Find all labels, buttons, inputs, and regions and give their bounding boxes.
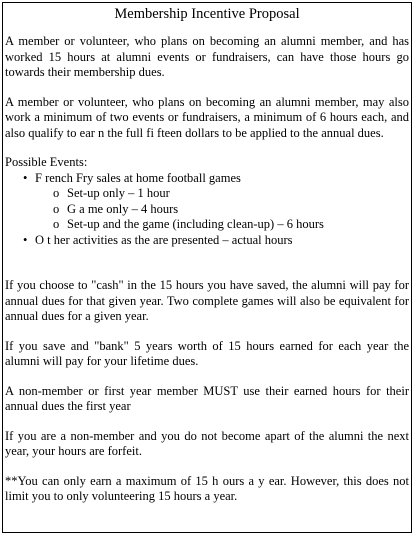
paragraph-first-year: A non-member or first year member MUST use their earned hours for their annual dues the first year xyxy=(5,383,409,413)
event-item-french-fry xyxy=(35,171,409,233)
sub-item-setup-only: o Set-up only – 1 hour xyxy=(67,186,409,202)
event-label: F rench Fry sales at home football games xyxy=(35,170,241,185)
paragraph-bank-hours: If you save and "bank" 5 years worth of 15 hours earned for each year the alumni will pay for your lifetime dues. xyxy=(5,338,409,368)
possible-events-label: Possible Events: xyxy=(5,155,88,169)
sub-item-game-only: o G a me only – 4 hours xyxy=(67,202,409,218)
sub-item-setup-and-game: o Set-up and the game (including clean-up) – 6 hours xyxy=(67,217,409,233)
paragraph-cash-in: If you choose to "cash" in the 15 hours you have saved, the alumni will pay for annual dues for that given year. Two complete games will also be equivalent for annual dues for a given year. xyxy=(5,278,409,323)
document-title: Membership Incentive Proposal xyxy=(114,6,300,22)
event-label: O t her activities as the are presented – actual hours xyxy=(35,232,293,247)
event-sub-list xyxy=(35,186,409,233)
paragraph-hours-toward-dues: A member or volunteer, who plans on becoming an alumni member, and has worked 15 hours at alumni events or fundraisers, can have those hours go towards their membership dues. xyxy=(5,34,409,79)
paragraph-two-events: A member or volunteer, who plans on becoming an alumni member, may also work a minimum of two events or fundraisers, a minimum of 6 hours each, and also qualify to ear n the full fi fteen dollars to be applied to the annual dues. xyxy=(5,94,409,140)
events-list xyxy=(5,171,409,249)
event-item-other-activities xyxy=(35,233,409,249)
spacer xyxy=(5,248,409,278)
paragraph-forfeit: If you are a non-member and you do not become apart of the alumni the next year, your hours are forfeit. xyxy=(5,428,409,458)
document-page xyxy=(2,2,412,533)
paragraph-maximum-hours: **You can only earn a maximum of 15 h ours a y ear. However, this does not limit you to only volunteering 15 hours a year. xyxy=(5,473,409,503)
